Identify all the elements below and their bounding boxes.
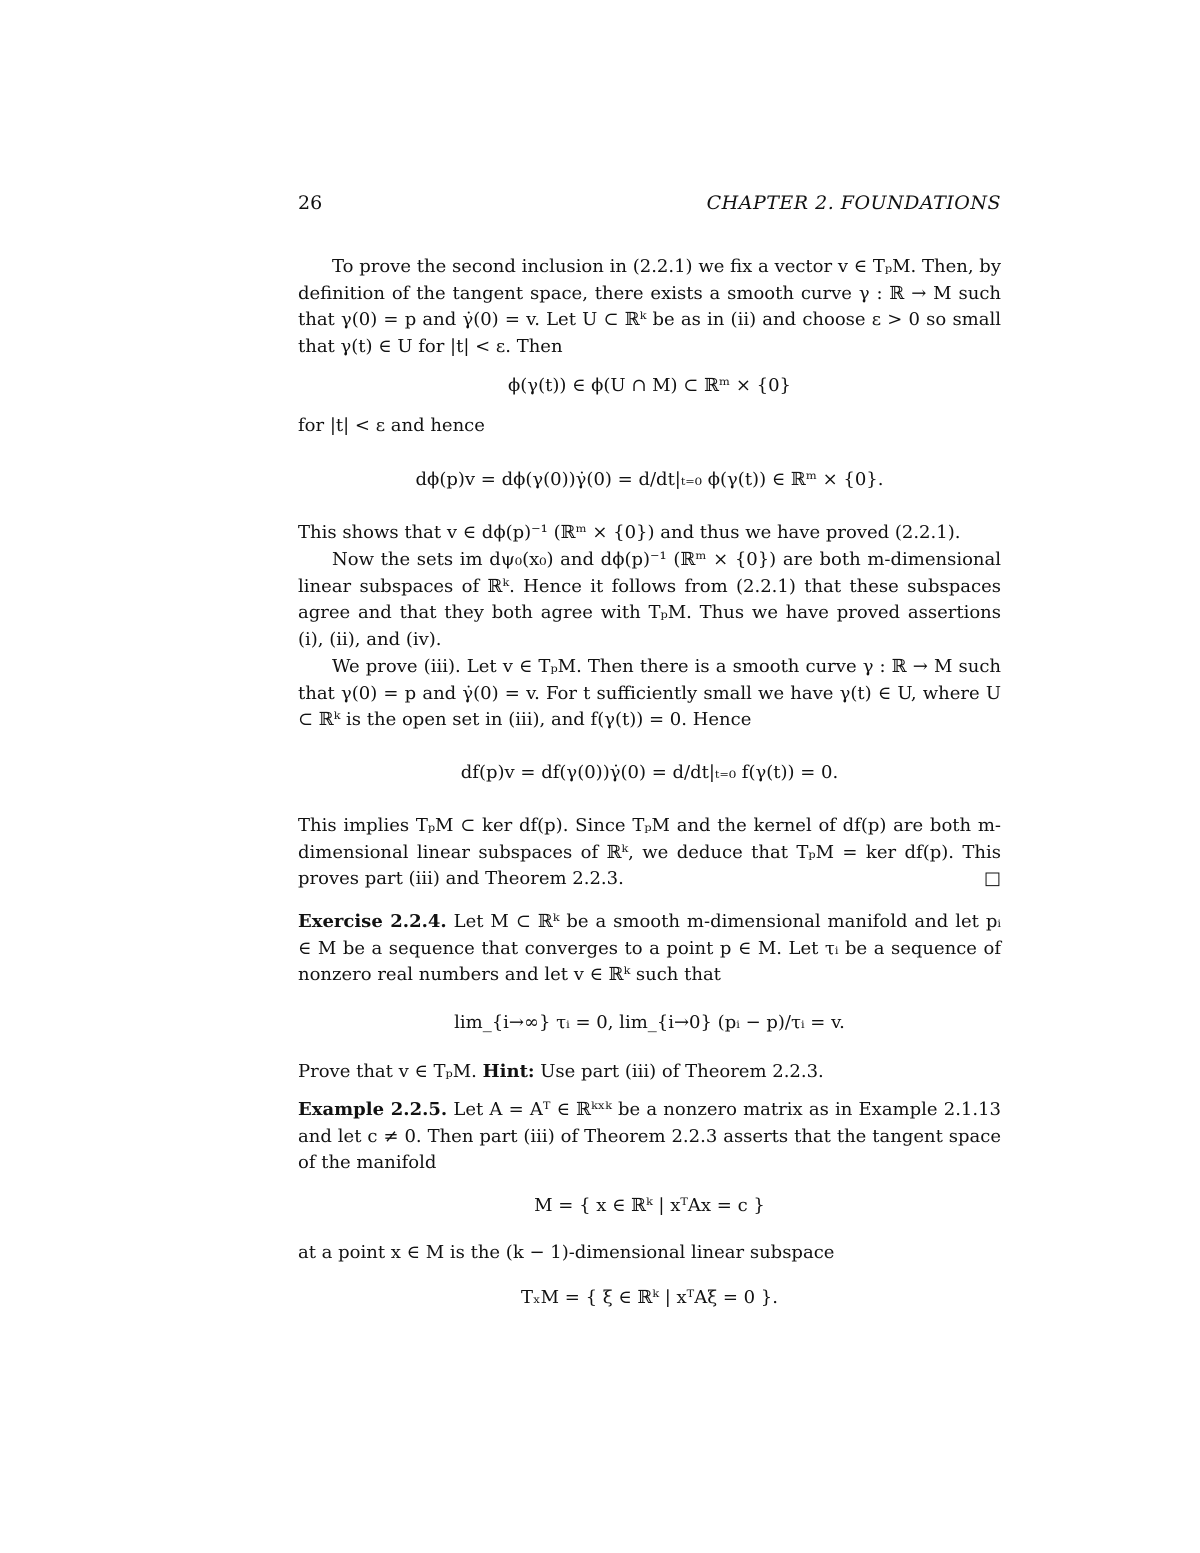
equation-tangent-space: TₓM = { ξ ∈ ℝᵏ | xᵀAξ = 0 }.: [521, 1287, 778, 1308]
exercise-2-2-4: [298, 909, 1001, 989]
running-header: [298, 192, 1001, 220]
paragraph-shows-that: This shows that v ∈ dϕ(p)⁻¹ (ℝᵐ × {0}) and thus we have proved (2.2.1).: [298, 522, 961, 543]
hint-label: Hint:: [482, 1061, 535, 1082]
equation-limits: lim_{i→∞} τᵢ = 0, lim_{i→0} (pᵢ − p)/τᵢ = v.: [454, 1012, 845, 1033]
prove-text: Prove that v ∈ TₚM.: [298, 1061, 477, 1082]
equation-df: df(p)v = df(γ(0))γ̇(0) = d/dt|ₜ₌₀ f(γ(t)) = 0.: [460, 762, 839, 783]
paragraph-now-the-sets: Now the sets im dψ₀(x₀) and dϕ(p)⁻¹ (ℝᵐ × {0}) are both m-dimensional linear subspaces of ℝᵏ. Hence it follows from (2.2.1) that these subspaces agree and that they both agree with TₚM. Thus we have proved assertions (i), (ii), and (iv).: [298, 549, 1001, 650]
paragraph-proof-second-inclusion: To prove the second inclusion in (2.2.1) we fix a vector v ∈ TₚM. Then, by definition of the tangent space, there exists a smooth curve γ : ℝ → M such that γ(0) = p and γ̇(0) = v. Let U ⊂ ℝᵏ be as in (ii) and choose ε > 0 so small that γ(t) ∈ U for |t| < ε. Then: [298, 256, 1001, 357]
exercise-label: Exercise 2.2.4.: [298, 911, 447, 932]
paragraph-we-prove-iii: We prove (iii). Let v ∈ TₚM. Then there is a smooth curve γ : ℝ → M such that γ(0) = p and γ̇(0) = v. For t sufficiently small we have γ(t) ∈ U, where U ⊂ ℝᵏ is the open set in (iii), and f(γ(t)) = 0. Hence: [298, 656, 1001, 731]
chapter-title: CHAPTER 2. FOUNDATIONS: [706, 192, 1001, 214]
exercise-text: Let M ⊂ ℝᵏ be a smooth m-dimensional manifold and let pᵢ ∈ M be a sequence that converges to a point p ∈ M. Let τᵢ be a sequence of nonzero real numbers and let v ∈ ℝᵏ such that: [298, 911, 1001, 986]
example-2-2-5: [298, 1097, 1001, 1177]
example-label: Example 2.2.5.: [298, 1099, 448, 1120]
paragraph-for-t: for |t| < ε and hence: [298, 415, 485, 436]
example-text: Let A = Aᵀ ∈ ℝᵏˣᵏ be a nonzero matrix as in Example 2.1.13 and let c ≠ 0. Then part (iii) of Theorem 2.2.3 asserts that the tangent space of the manifold: [298, 1099, 1001, 1174]
equation-dphi: dϕ(p)v = dϕ(γ(0))γ̇(0) = d/dt|ₜ₌₀ ϕ(γ(t)) ∈ ℝᵐ × {0}.: [415, 469, 884, 490]
paragraph-prove-that: [298, 1059, 1001, 1086]
equation-phi-gamma: ϕ(γ(t)) ∈ ϕ(U ∩ M) ⊂ ℝᵐ × {0}: [508, 375, 791, 396]
paragraph-at-a-point: at a point x ∈ M is the (k − 1)-dimensional linear subspace: [298, 1242, 835, 1263]
qed-icon: □: [983, 868, 1001, 890]
hint-text: Use part (iii) of Theorem 2.2.3.: [540, 1061, 824, 1082]
page-number: 26: [298, 192, 323, 214]
equation-manifold-m: M = { x ∈ ℝᵏ | xᵀAx = c }: [534, 1195, 765, 1216]
paragraph-this-implies: [298, 813, 1001, 893]
paragraph-this-implies-text: This implies TₚM ⊂ ker df(p). Since TₚM and the kernel of df(p) are both m-dimensional linear subspaces of ℝᵏ, we deduce that TₚM = ker df(p). This proves part (iii) and Theorem 2.2.3.: [298, 815, 1001, 890]
